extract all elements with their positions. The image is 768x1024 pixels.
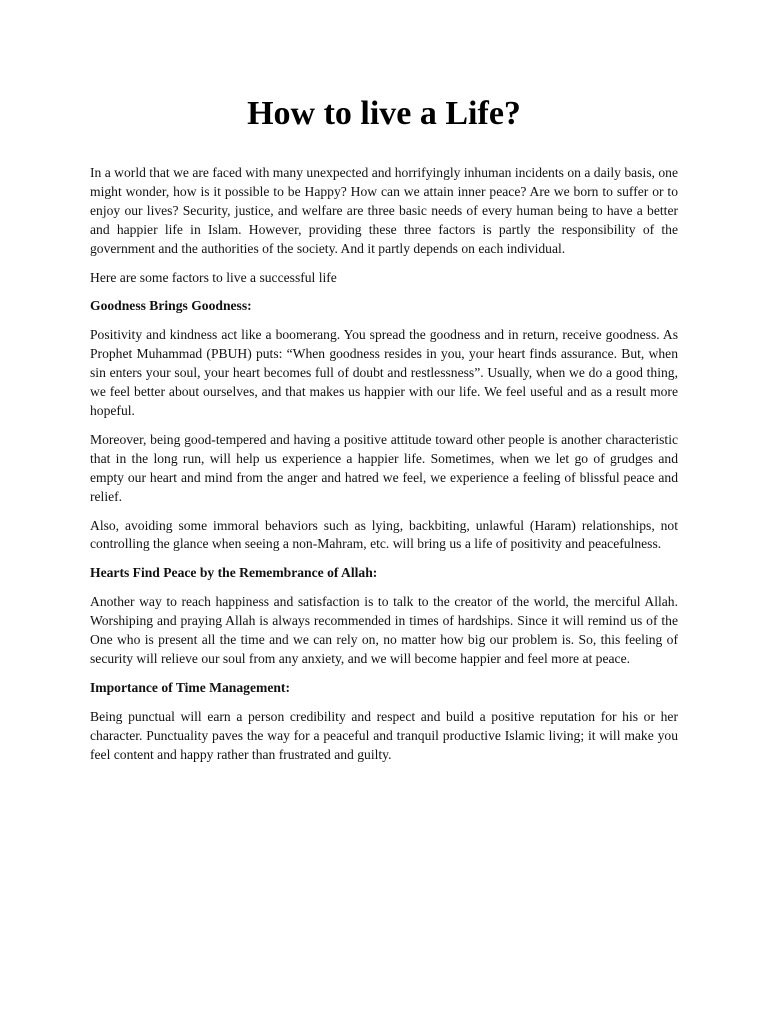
document-page bbox=[90, 92, 678, 774]
section-paragraph: Another way to reach happiness and satisfaction is to talk to the creator of the world, the merciful Allah. Worshiping and praying Allah is always recommended in times of hardships. Since it will remind us of the One who is present all the time and we can rely on, no matter how big our problem is. So, this feeling of security will relieve our soul from any anxiety, and we will become happier and feel more at peace. bbox=[90, 594, 678, 666]
lead-paragraph: Here are some factors to live a successful life bbox=[90, 269, 337, 285]
section-paragraph: Moreover, being good-tempered and having a positive attitude toward other people is another characteristic that in the long run, will help us experience a happier life. Sometimes, when we let go of grudges and empty our heart and mind from the anger and hatred we feel, we experience a feeling of blissful peace and relief. bbox=[90, 431, 678, 504]
section-goodness bbox=[90, 297, 678, 554]
intro-paragraph: In a world that we are faced with many unexpected and horrifyingly inhuman incidents on a daily basis, one might wonder, how is it possible to be Happy? How can we attain inner peace? Are we born to suffer or to enjoy our lives? Security, justice, and welfare are three basic needs of every human being to have a better and happier life in Islam. However, providing these three factors is partly the responsibility of the government and the authorities of the society. And it partly depends on each individual. bbox=[90, 165, 678, 256]
section-paragraph: Positivity and kindness act like a boomerang. You spread the goodness and in return, receive goodness. As Prophet Muhammad (PBUH) puts: “When goodness resides in you, your heart finds assurance. But, when sin enters your soul, your heart becomes full of doubt and restlessness”. Usually, when we do a good thing, we feel better about ourselves, and that makes us happier with our life. We feel useful and as a result more hopeful. bbox=[90, 327, 678, 418]
section-heading: Goodness Brings Goodness: bbox=[90, 298, 252, 314]
section-remembrance bbox=[90, 564, 678, 669]
page-title: How to live a Life? bbox=[247, 95, 521, 132]
section-time-management bbox=[90, 679, 678, 765]
section-heading: Importance of Time Management: bbox=[90, 679, 290, 695]
section-paragraph: Being punctual will earn a person credibility and respect and build a positive reputation for his or her character. Punctuality paves the way for a peaceful and tranquil productive Islamic living; it will make you feel content and happy rather than frustrated and guilty. bbox=[90, 708, 678, 762]
section-paragraph: Also, avoiding some immoral behaviors such as lying, backbiting, unlawful (Haram) relationships, not controlling the glance when seeing a non-Mahram, etc. will bring us a life of positivity and peacefulness. bbox=[90, 517, 678, 552]
section-heading: Hearts Find Peace by the Remembrance of Allah: bbox=[90, 565, 378, 581]
